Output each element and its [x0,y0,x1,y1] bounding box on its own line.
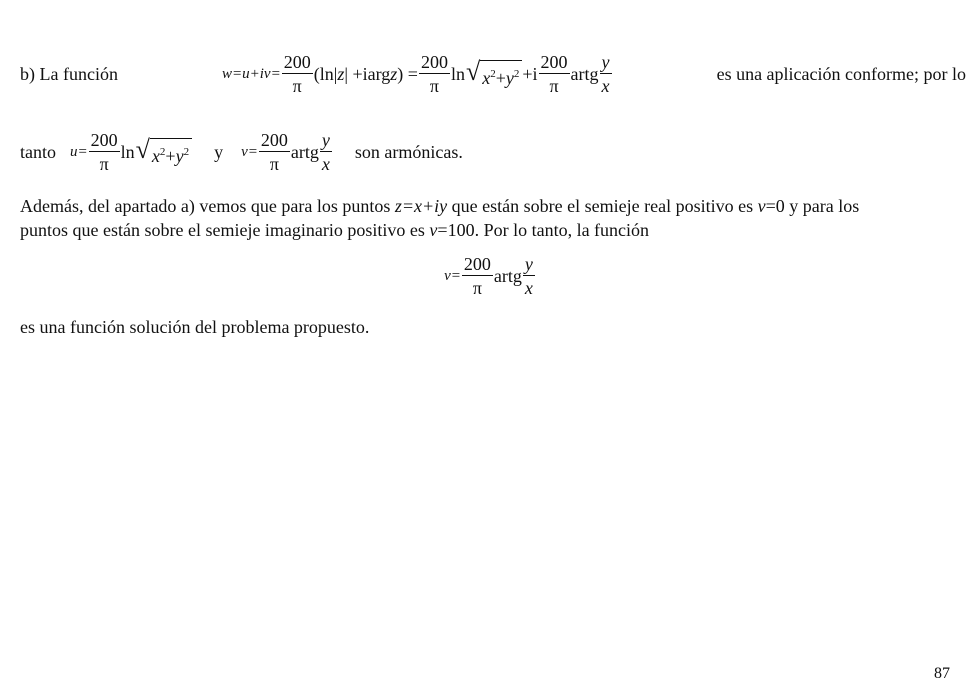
fraction-y-x: $\frac{y}{x}$ [601,52,610,96]
item-b-tail: es una aplicación conforme; por lo [716,64,966,84]
fraction-200-pi: $\frac{200}{\pi}$ [540,52,568,96]
fraction-200-pi: $\frac{200}{\pi}$ [463,254,491,298]
fraction-200-pi: $\frac{200}{\pi}$ [90,130,118,174]
square-root: √ $x^2+y^2$ [136,138,192,168]
paragraph-line-2: puntos que están sobre el semieje imaginario positivo es v=100. Por lo tanto, la función [20,220,650,240]
square-root: √ $x^2+y^2$ [466,60,522,90]
centered-formula: v= $\frac{200}{\pi}$ artg $\frac{y}{x}$ [444,254,533,298]
fraction-y-x: $\frac{y}{x}$ [321,130,330,174]
paragraph-tanto: tanto u= $\frac{200}{\pi}$ ln √ $x^2+y^2$ y v= $\frac{200}{\pi}$ artg $\frac{y}{x}$ son armónicas. [20,130,463,174]
fraction-200-pi: $\frac{200}{\pi}$ [283,52,311,96]
fraction-200-pi: $\frac{200}{\pi}$ [260,130,288,174]
item-b-lead: b) La función [20,64,118,84]
paragraph-line-1: Además, del apartado a) vemos que para los puntos z=x+iy que están sobre el semieje real positivo es v=0 y para los [20,196,860,216]
page-number: 87 [934,665,950,682]
mapping-formula: w=u+iv= $\frac{200}{\pi}$ (ln| z | +iarg z ) = $\frac{200}{\pi}$ ln √ $x^2+y^2$ +i $\frac{200}{\pi}$ artg $\frac{y}{x}$ [222,52,610,96]
paragraph-ademas [20,194,859,242]
conclusion-text: es una función solución del problema propuesto. [20,317,370,337]
fraction-200-pi: $\frac{200}{\pi}$ [420,52,448,96]
paragraph-b [20,52,966,97]
fraction-y-x: $\frac{y}{x}$ [524,254,533,298]
